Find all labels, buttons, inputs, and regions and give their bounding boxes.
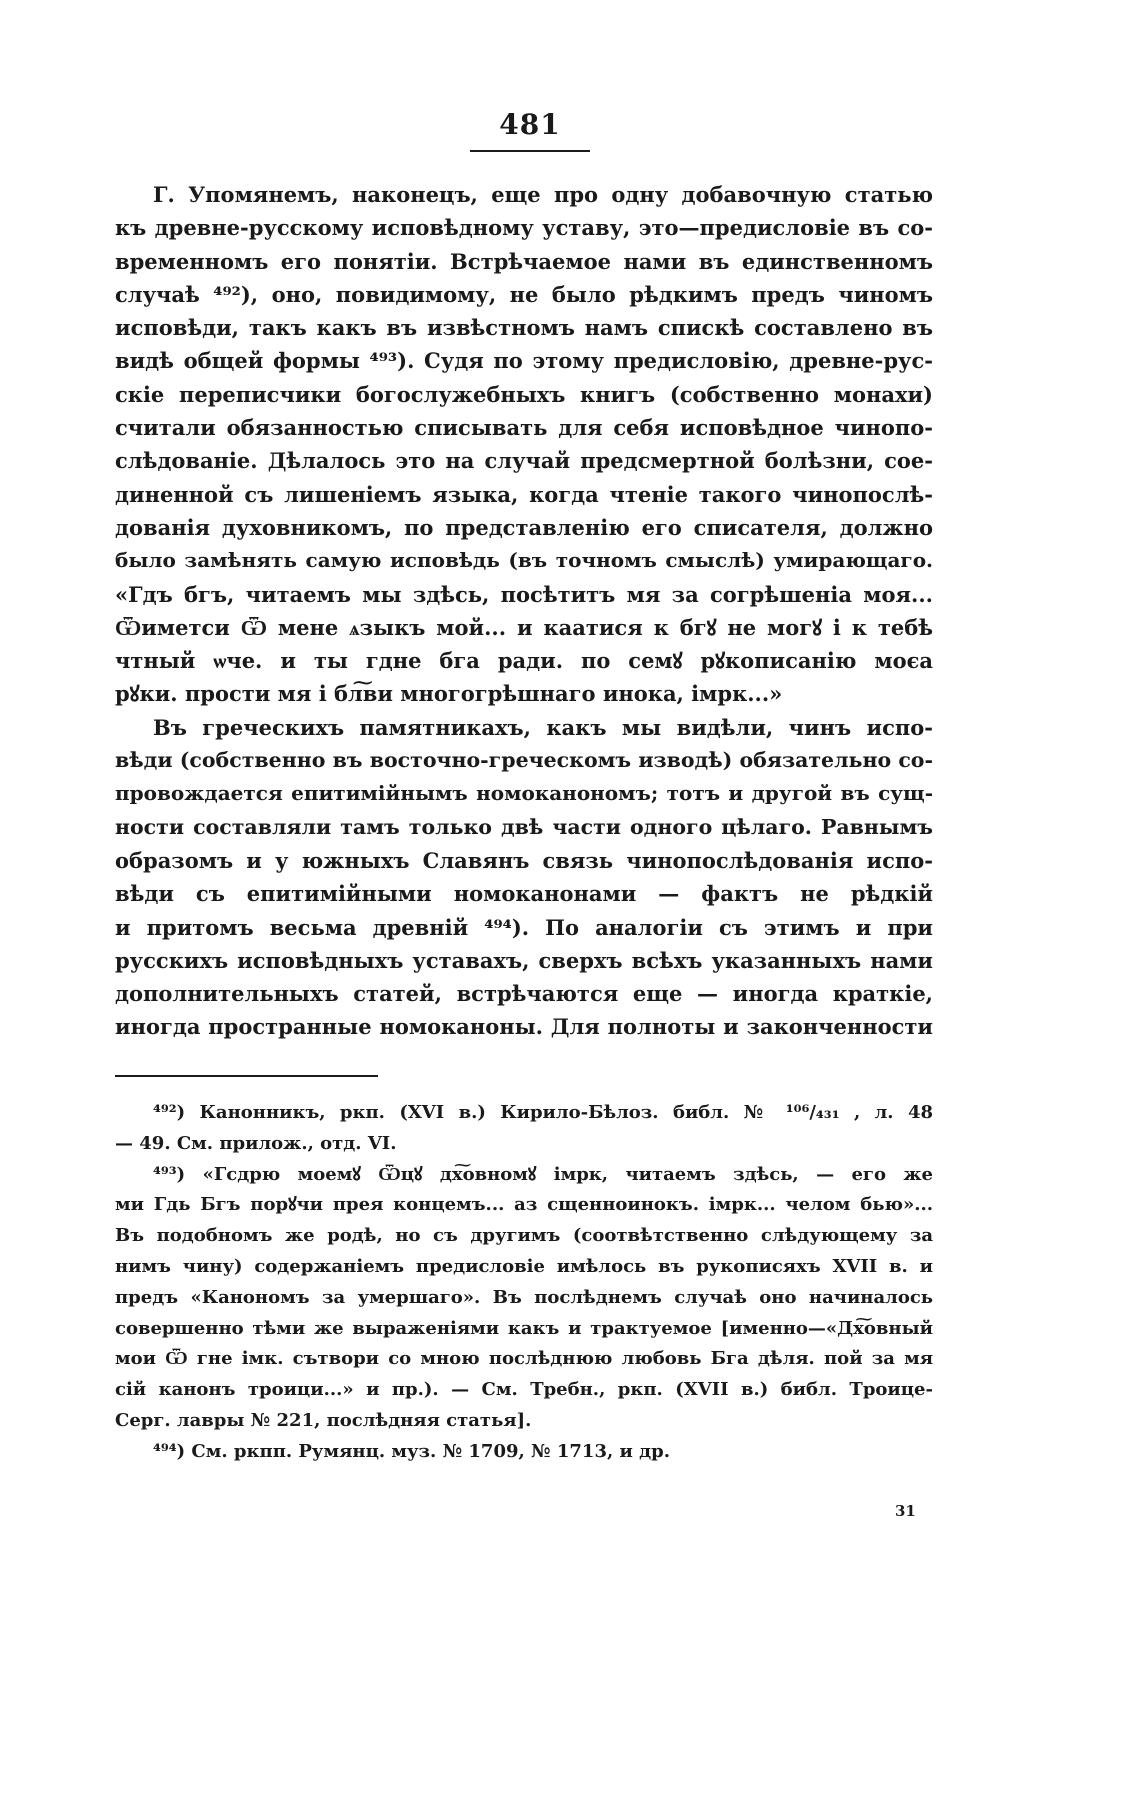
footnote-line: нимъ чину) содержаніемъ предисловіе имѣлось въ рукописяхъ XVII в. и <box>115 1255 933 1277</box>
footnote-line: сій канонъ троици...» и пр.). — См. Требн., ркп. (XVII в.) библ. Троице- <box>115 1379 933 1401</box>
page-number: 481 <box>499 108 561 141</box>
body-line: скіе переписчики богослужебныхъ книгъ (собственно монахи) <box>115 381 933 407</box>
footnote-line: ⁴⁹²) Канонникъ, ркп. (XVI в.) Кирило-Бѣлоз. библ. № ¹⁰⁶/₄₃₁ , л. 48 <box>153 1102 933 1123</box>
main-text <box>115 178 933 1044</box>
body-line: диненной съ лишеніемъ языка, когда чтеніе такого чинопослѣ- <box>115 481 933 507</box>
footnote-line: мои Ѿ гне імк. сътвори со мною послѣднюю любовь Бга дѣля. пой за мя <box>115 1348 933 1370</box>
footnote-line: Серг. лавры № 221, послѣдняя статья]. <box>115 1409 532 1431</box>
footnote-separator <box>115 1075 378 1077</box>
body-line: слѣдованіе. Дѣлалось это на случай предсмертной болѣзни, сое- <box>115 448 933 474</box>
body-line: вѣди съ епитимійными номоканонами — фактъ не рѣдкій <box>115 881 933 907</box>
body-line: случаѣ ⁴⁹²), оно, повидимому, не было рѣдкимъ предъ чиномъ <box>115 281 933 307</box>
body-line: рꙋки. прости мя і бл͠ви многогрѣшнаго инока, імрк...» <box>115 681 783 707</box>
body-line: дополнительныхъ статей, встрѣчаются еще — иногда краткіе, <box>115 981 933 1007</box>
body-line: провождается епитимійнымъ номоканономъ; тотъ и другой въ сущ- <box>115 781 933 806</box>
body-line: Г. Упомянемъ, наконецъ, еще про одну добавочную статью <box>153 182 933 207</box>
body-line: видѣ общей формы ⁴⁹³). Судя по этому предисловію, древне-рус- <box>115 348 933 374</box>
footnote-line: ми Гдь Бгъ порꙋчи прея концемъ... аз сщенноинокъ. імрк... челом бью»... <box>115 1194 933 1216</box>
body-line: «Гдъ бгъ, читаемъ мы здѣсь, посѣтитъ мя за согрѣшеніа моя... <box>115 581 933 607</box>
body-line: къ древне-русскому исповѣдному уставу, это—предисловіе въ со- <box>115 215 933 241</box>
body-line: считали обязанностью списывать для себя исповѣдное чинопо- <box>115 415 933 441</box>
footnote-line: ⁴⁹³) «Гсдрю моемꙋ Ѿцꙋ дх͠овномꙋ імрк, читаемъ здѣсь, — его же <box>153 1163 933 1185</box>
footnotes <box>115 1098 933 1468</box>
body-line: образомъ и у южныхъ Славянъ связь чинопослѣдованія испо- <box>115 847 933 873</box>
footnote-line: Въ подобномъ же родѣ, но съ другимъ (соотвѣтственно слѣдующему за <box>115 1225 933 1247</box>
body-line: чтный ѡче. и ты гдне бга ради. по семꙋ рꙋкописанію моєа <box>115 648 933 674</box>
body-line: исповѣди, такъ какъ въ извѣстномъ намъ спискѣ составлено въ <box>115 315 933 341</box>
sheet-mark: 31 <box>895 1502 916 1520</box>
footnote-line: — 49. См. прилож., отд. VI. <box>115 1132 397 1154</box>
page-number-rule <box>470 150 590 152</box>
footnote-line: предъ «Канономъ за умершаго». Въ послѣднемъ случаѣ оно начиналось <box>115 1286 933 1308</box>
body-line: иногда пространные номоканоны. Для полноты и законченности <box>115 1014 933 1040</box>
body-line: Въ греческихъ памятникахъ, какъ мы видѣли, чинъ испо- <box>153 714 933 740</box>
body-line: вѣди (собственно въ восточно-греческомъ изводѣ) обязательно со- <box>115 748 933 773</box>
body-line: было замѣнять самую исповѣдь (въ точномъ смыслѣ) умирающаго. <box>115 548 933 573</box>
body-line: дованія духовникомъ, по представленію его списателя, должно <box>115 514 933 540</box>
body-line: ности составляли тамъ только двѣ части одного цѣлаго. Равнымъ <box>115 814 933 839</box>
body-line: и притомъ весьма древній ⁴⁹⁴). По аналогіи съ этимъ и при <box>115 914 933 940</box>
body-line: Ѿиметси Ѿ мене ѧзыкъ мой... и каатися к бгꙋ не могꙋ і к тебѣ <box>115 614 933 640</box>
body-line: временномъ его понятіи. Встрѣчаемое нами въ единственномъ <box>115 248 933 274</box>
body-line: русскихъ исповѣдныхъ уставахъ, сверхъ всѣхъ указанныхъ нами <box>115 947 933 973</box>
footnote-line: совершенно тѣми же выраженіями какъ и трактуемое [именно—«Дх͠овный <box>115 1317 933 1339</box>
footnote-line: ⁴⁹⁴) См. ркпп. Румянц. муз. № 1709, № 1713, и др. <box>153 1440 670 1462</box>
